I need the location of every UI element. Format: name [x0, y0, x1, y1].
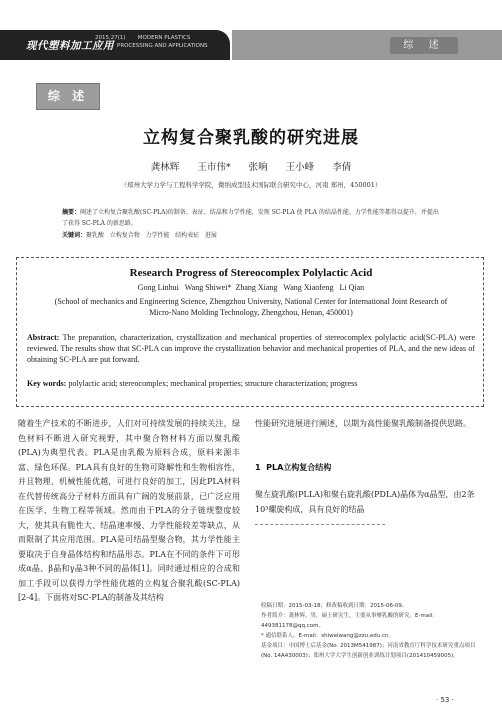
body-left-column: 随着生产技术的不断进步，人们对可持续发展的持续关注，绿色材料不断进入研究视野，其中聚合物材料方面以聚乳酸(PLA)为典型代表。PLA是由乳酸为原料合成，原料来源丰富、绿色环保。PLA具有良好的生物可降解性和生物相容性，并且物理、机械性能优越，可进行良好的加工，因此PLA材料在代替传统高分子材料方面具有广阔的发展前景，已广泛应用在医学、生物工程等领域。然而由于PLA的分子链规整度较大，使其具有脆性大、结晶速率慢、力学性能较差等缺点，从而限制了其应用范围。PLA是可结晶型聚合物，其力学性能主要取决于自身晶体结构和结晶形态。PLA在不同的条件下可形成α晶、β晶和γ晶3种不同的晶体[1]。同时通过相应的合成和加工手段可以获得力学性能优越的立构复合聚乳酸(SC-PLA)[2-4]。下面将对SC-PLA的制备及其结构	[18, 419, 240, 602]
header-gray-band	[232, 30, 502, 60]
keywords-label-en: Key words:	[27, 379, 67, 388]
authors-en: Gong Linhui Wang Shiwei* Zhang Xiang Wang Xiaofeng Li Qian	[137, 283, 365, 292]
body-right-paragraph: 聚左旋乳酸(PLLA)和聚右旋乳酸(PDLA)晶体为α晶型，由2条10³螺旋构成，具有良好的结晶	[255, 490, 475, 514]
affiliation-en: (School of mechanics and Engineering Science, Zhengzhou University, National Center for International Joint Research of Micro-Nano Molding Technology, Zhengzhou, Henan, 450001)	[54, 297, 448, 317]
keywords-cn	[62, 230, 442, 239]
abstract-label-cn: 摘要：	[62, 209, 81, 216]
note-author-intro: 作者简介：龚林辉，男，硕士研究生，主要从事聚乳酸的研究。E-mail：449381178@qq.com。	[261, 613, 438, 629]
article-title-en: Research Progress of Stereocomplex Polylactic Acid	[129, 267, 373, 279]
keywords-text-cn: 聚乳酸 立构复合物 力学性能 结构表征 进展	[86, 232, 217, 239]
journal-banner	[0, 30, 230, 60]
journal-meta-line2: PROCESSING AND APPLICATIONS	[117, 43, 208, 49]
article-title-cn: 立构复合聚乳酸的研究进展	[143, 128, 359, 148]
keywords-text-en: polylactic acid; stereocomplex; mechanical properties; structure characterization; progress	[66, 379, 358, 388]
journal-header	[0, 30, 502, 60]
body-right-intro: 性能研究进展进行阐述，以期为高性能聚乳酸制备提供思路。	[255, 419, 471, 428]
authors-cn: 龚林辉 王市伟* 张响 王小峰 李倩	[150, 162, 352, 173]
footnote-divider	[255, 524, 385, 525]
note-received: 收稿日期：2015-03-18；修改稿收到日期：2015-06-09。	[261, 603, 408, 609]
page-number: · 53 ·	[436, 696, 454, 704]
note-contact: * 通信联系人，E-mail：shiweiwang@zzu.edu.cn。	[261, 633, 395, 639]
english-abstract-box	[16, 257, 484, 407]
abstract-text-en: The preparation, characterization, crystallization and mechanical properties of stereocomplex polylactic acid(SC-PLA) were reviewed. The results show that SC-PLA can improve the crystallization behavior and mechanical properties of PLA, and the new ideas of obtaining SC-PLA are put forward.	[27, 333, 475, 364]
section-tag: 综 述	[390, 37, 458, 54]
abstract-label-en: Abstract:	[27, 333, 60, 342]
abstract-cn	[62, 207, 442, 229]
abstract-en	[27, 332, 475, 365]
journal-meta-line1: 2015,27(1) MODERN PLASTICS	[95, 35, 191, 41]
journal-logo: 现代塑料加工应用	[26, 40, 114, 52]
journal-meta	[95, 34, 208, 50]
abstract-text-cn: 阐述了立构复合聚乳酸(SC-PLA)的制备、表征、结晶和力学性能，发现 SC-PLA 使 PLA 的结晶性能、力学性能等都得以提升，并提出了获得 SC-PLA 的新思路。	[62, 209, 439, 227]
keywords-en	[27, 378, 475, 389]
section-heading-1: 1 PLA立构复合结构	[255, 463, 332, 472]
article-notes	[261, 601, 483, 661]
note-funding: 基金项目：中国博士后基金(No. 2013M541987)；河南省教育厅科学技术研究重点项目(No. 14A430003)；郑州大学大学生创新创业训练计划项目(201410459005)。	[261, 643, 476, 659]
keywords-label-cn: 关键词：	[62, 232, 87, 239]
section-badge: 综 述	[36, 83, 100, 110]
affiliation-cn: （郑州大学力学与工程科学学院，微纳成型技术国际联合研究中心，河南 郑州，450001）	[120, 181, 382, 189]
